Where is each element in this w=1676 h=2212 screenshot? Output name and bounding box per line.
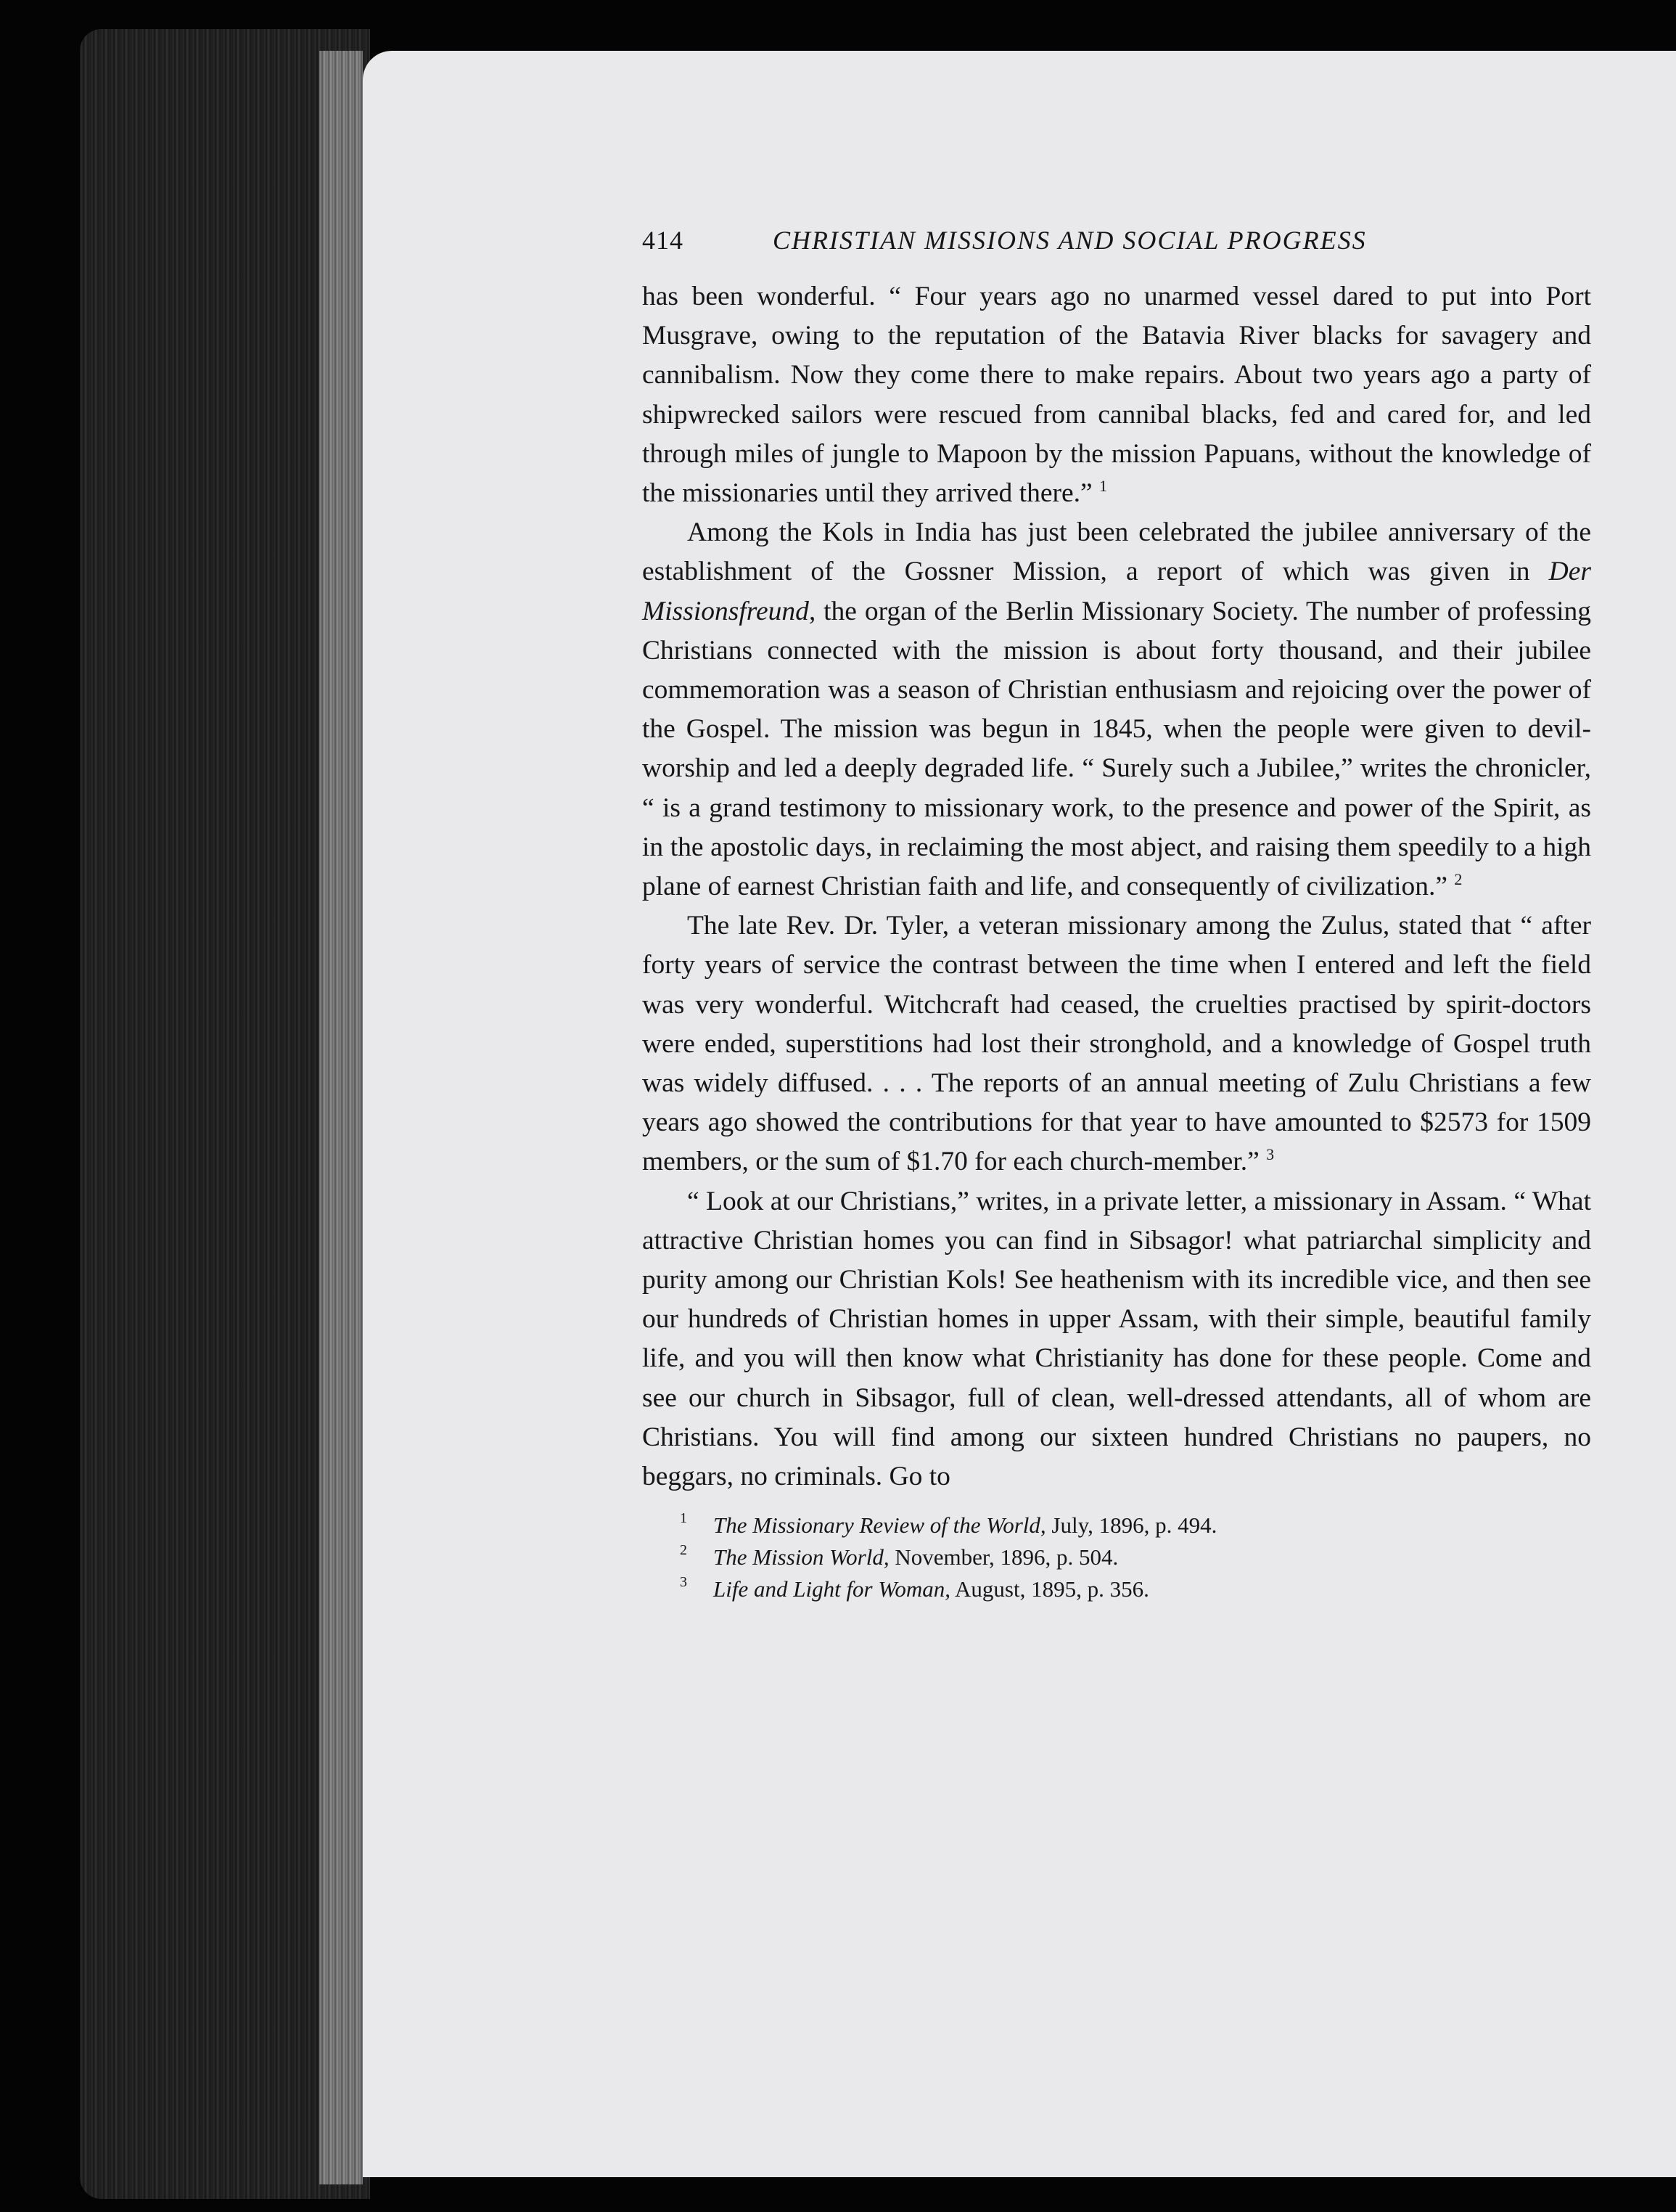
paragraph-2-italic-title: Der Missionsfreund, bbox=[642, 557, 1591, 626]
paragraph-1 bbox=[642, 277, 1591, 513]
page-number: 414 bbox=[642, 226, 683, 255]
paragraph-2-text-b: the organ of the Berlin Missionary Society. The number of professing Christians connected with the mission is about forty thousand, and their jubilee commemoration was a season of Christian enthusiasm and rejoicing over the power of the Gospel. The mission was begun in 1845, when the people were given to devil-worship and led a deeply degraded life. “ Surely such a Jubilee,” writes the chronicler, “ is a grand testimony to missionary work, to the presence and power of the Spirit, as in the apostolic days, in reclaiming the most abject, and raising them speedily to a high plane of earnest Christian faith and life, and consequently of civilization.” bbox=[642, 596, 1591, 902]
body-text bbox=[642, 277, 1591, 1496]
paragraph-2 bbox=[642, 513, 1591, 906]
footnote-mark: 3 bbox=[680, 1574, 687, 1591]
paragraph-4 bbox=[642, 1182, 1591, 1497]
footnote-source-title: The Missionary Review of the World, bbox=[713, 1512, 1046, 1539]
paragraph-3 bbox=[642, 906, 1591, 1181]
book-page-edges-highlight bbox=[319, 51, 363, 2184]
footnote-1 bbox=[680, 1510, 1591, 1541]
running-title: CHRISTIAN MISSIONS AND SOCIAL PROGRESS bbox=[773, 226, 1367, 255]
footnotes bbox=[642, 1510, 1591, 1605]
footnote-mark: 2 bbox=[680, 1542, 687, 1559]
text-block bbox=[642, 225, 1591, 1605]
running-head bbox=[642, 225, 1591, 277]
paragraph-2-text-a: Among the Kols in India has just been celebrated the jubilee anniversary of the establishment of the Gossner Mission, a report of which was given in bbox=[642, 517, 1591, 587]
footnote-ref-1: 1 bbox=[1099, 477, 1108, 496]
footnote-3 bbox=[680, 1573, 1591, 1605]
footnote-source-detail: August, 1895, p. 356. bbox=[950, 1576, 1149, 1602]
footnote-source-title: The Mission World, bbox=[713, 1544, 890, 1570]
page-sheet bbox=[363, 51, 1676, 2177]
footnote-source-detail: November, 1896, p. 504. bbox=[889, 1544, 1119, 1570]
footnote-2 bbox=[680, 1541, 1591, 1573]
paragraph-3-text: The late Rev. Dr. Tyler, a veteran missionary among the Zulus, stated that “ after forty years of service the contrast between the time when I entered and left the field was very wonderful. Witchcraft had ceased, the cruelties practised by spirit-doctors were ended, superstitions had lost their stronghold, and a knowledge of Gospel truth was widely diffused. . . . The reports of an annual meeting of Zulu Christians a few years ago showed the contributions for that year to have amounted to $2573 for 1509 members, or the sum of $1.70 for each church-member.” bbox=[642, 911, 1591, 1177]
footnote-ref-3: 3 bbox=[1266, 1145, 1275, 1164]
paragraph-1-text: has been wonderful. “ Four years ago no unarmed vessel dared to put into Port Musgrave, owing to the reputation of the Batavia River blacks for savagery and cannibalism. Now they come there to make repairs. About two years ago a party of shipwrecked sailors were rescued from cannibal blacks, fed and cared for, and led through miles of jungle to Mapoon by the mission Papuans, without the knowledge of the missionaries until they arrived there.” bbox=[642, 282, 1591, 509]
footnote-source-title: Life and Light for Woman, bbox=[713, 1576, 950, 1602]
paragraph-4-text: “ Look at our Christians,” writes, in a private letter, a missionary in Assam. “ What attractive Christian homes you can find in Sibsagor! what patriarchal simplicity and purity among our Christian Kols! See heathenism with its incredible vice, and then see our hundreds of Christian homes in upper Assam, with their simple, beautiful family life, and you will then know what Christianity has done for these people. Come and see our church in Sibsagor, full of clean, well-dressed attendants, all of whom are Christians. You will find among our sixteen hundred Christians no paupers, no beggars, no criminals. Go to bbox=[642, 1186, 1591, 1492]
footnote-source-detail: July, 1896, p. 494. bbox=[1046, 1512, 1217, 1539]
footnote-mark: 1 bbox=[680, 1510, 687, 1527]
footnote-ref-2: 2 bbox=[1454, 870, 1463, 889]
